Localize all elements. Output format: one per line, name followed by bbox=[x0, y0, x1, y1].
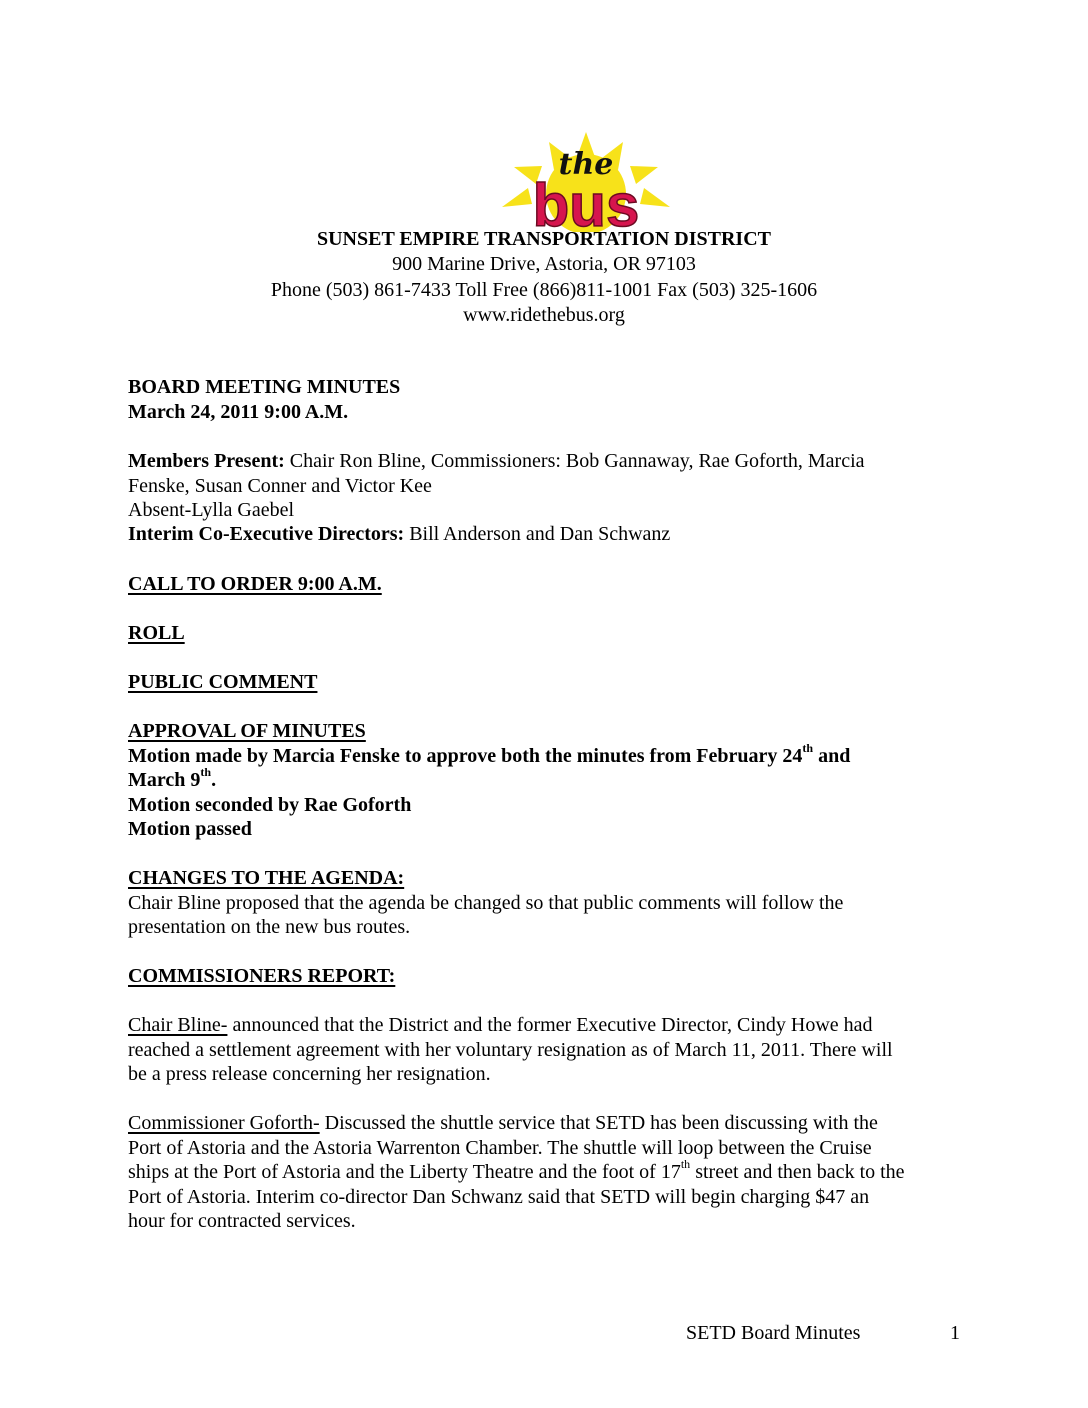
the-bus-logo bbox=[498, 132, 674, 232]
agenda-text-line1: Chair Bline proposed that the agenda be changed so that public comments will follow the bbox=[128, 892, 844, 914]
heading-approval-of-minutes: APPROVAL OF MINUTES bbox=[128, 720, 366, 742]
bline-report-line2: reached a settlement agreement with her voluntary resignation as of March 11, 2011. There will bbox=[128, 1039, 893, 1061]
goforth-report-line4: Port of Astoria. Interim co-director Dan Schwanz said that SETD will begin charging $47 an bbox=[128, 1186, 870, 1208]
bline-report-line3: be a press release concerning her resignation. bbox=[128, 1063, 491, 1085]
heading-roll: ROLL bbox=[128, 622, 185, 644]
directors-names: Bill Anderson and Dan Schwanz bbox=[404, 523, 671, 545]
approval-motion-period: . bbox=[211, 769, 217, 791]
footer-label: SETD Board Minutes bbox=[686, 1322, 861, 1344]
goforth-report-line1 bbox=[128, 1112, 878, 1135]
approval-motion-text: Motion made by Marcia Fenske to approve both the minutes from February 24 bbox=[128, 745, 803, 767]
directors-line bbox=[128, 523, 670, 546]
approval-motion-date: March 9 bbox=[128, 769, 201, 791]
org-address: 900 Marine Drive, Astoria, OR 97103 bbox=[392, 253, 696, 275]
directors-label: Interim Co-Executive Directors: bbox=[128, 523, 405, 545]
meeting-date: March 24, 2011 9:00 A.M. bbox=[128, 401, 349, 423]
heading-commissioners-report: COMMISSIONERS REPORT: bbox=[128, 965, 396, 987]
goforth-report-text: Discussed the shuttle service that SETD has been discussing with the bbox=[319, 1112, 878, 1134]
members-present-label: Members Present: bbox=[128, 450, 285, 472]
bline-report-line1 bbox=[128, 1014, 873, 1037]
org-name: SUNSET EMPIRE TRANSPORTATION DISTRICT bbox=[316, 228, 772, 250]
page-title: BOARD MEETING MINUTES bbox=[128, 376, 401, 398]
goforth-report-text-end: street and then back to the bbox=[690, 1161, 905, 1183]
heading-changes-to-agenda: CHANGES TO THE AGENDA: bbox=[128, 867, 405, 889]
goforth-report-line2: Port of Astoria and the Astoria Warrenton Chamber. The shuttle will loop between the Cruise bbox=[128, 1137, 872, 1159]
org-website[interactable]: www.ridethebus.org bbox=[463, 304, 625, 326]
ordinal-suffix: th bbox=[680, 1157, 691, 1171]
org-contacts: Phone (503) 861-7433 Toll Free (866)811-1001 Fax (503) 325-1606 bbox=[270, 279, 818, 301]
ordinal-suffix: th bbox=[200, 765, 212, 779]
goforth-report-label: Commissioner Goforth- bbox=[128, 1112, 320, 1134]
bline-report-text: announced that the District and the former Executive Director, Cindy Howe had bbox=[227, 1014, 873, 1036]
heading-call-to-order: CALL TO ORDER 9:00 A.M. bbox=[128, 573, 382, 595]
logo-text-bus: bus bbox=[532, 172, 640, 232]
approval-motion-text-end: and bbox=[813, 745, 851, 767]
members-present-names: Chair Ron Bline, Commissioners: Bob Gannaway, Rae Goforth, Marcia bbox=[284, 450, 865, 472]
goforth-report-text: ships at the Port of Astoria and the Liberty Theatre and the foot of 17 bbox=[128, 1161, 681, 1183]
heading-public-comment: PUBLIC COMMENT bbox=[128, 671, 318, 693]
ordinal-suffix: th bbox=[802, 741, 814, 755]
absent-members: Absent-Lylla Gaebel bbox=[128, 499, 295, 521]
members-present-line2: Fenske, Susan Conner and Victor Kee bbox=[128, 475, 432, 497]
goforth-report-line5: hour for contracted services. bbox=[128, 1210, 356, 1232]
bline-report-label: Chair Bline- bbox=[128, 1014, 228, 1036]
approval-seconded: Motion seconded by Rae Goforth bbox=[128, 794, 412, 816]
goforth-report-line3 bbox=[128, 1157, 905, 1184]
approval-passed: Motion passed bbox=[128, 818, 252, 840]
logo-text-the: the bbox=[558, 147, 614, 182]
agenda-text-line2: presentation on the new bus routes. bbox=[128, 916, 411, 938]
approval-motion-line2 bbox=[128, 765, 217, 792]
approval-motion-line1 bbox=[128, 741, 851, 768]
page-number: 1 bbox=[950, 1322, 960, 1344]
members-present-line1 bbox=[128, 450, 865, 473]
